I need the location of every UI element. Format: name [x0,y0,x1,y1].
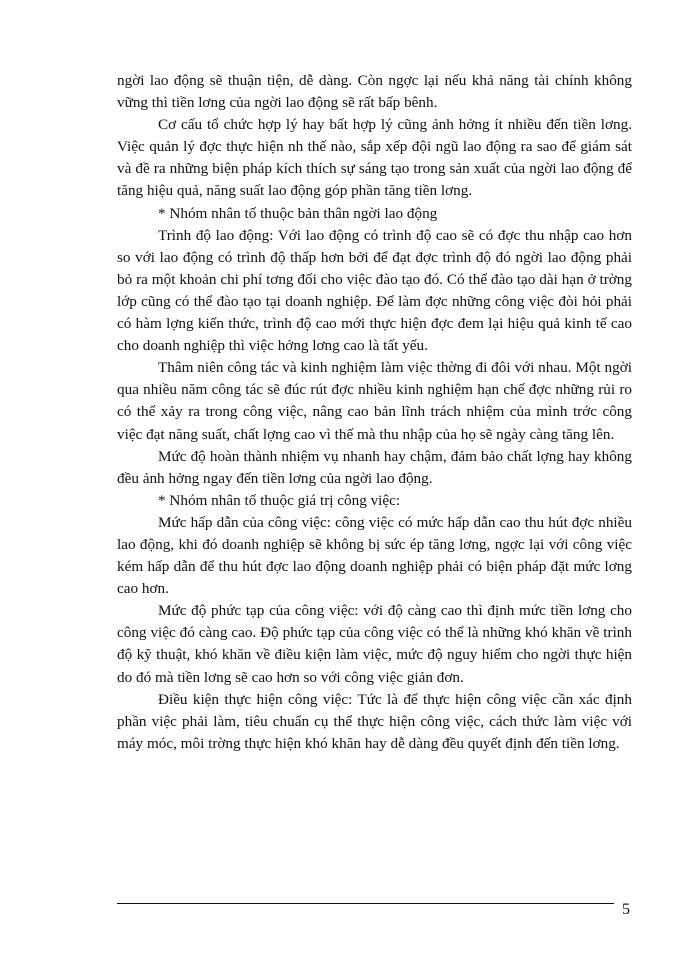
paragraph-skill-level: Trình độ lao động: Với lao động có trình độ cao sẽ có đợc thu nhập cao hơn so với lao động có trình độ thấp hơn bởi để đạt đợc trình độ đó ngời lao động phải bỏ ra một khoản chi phí tơng đối cho việc đào tạo đó. Có thể đào tạo dài hạn ở trờng lớp cũng có thể đào tạo tại doanh nghiệp. Để làm đợc những công việc đòi hỏi phải có hàm lợng kiến thức, trình độ cao mới thực hiện đợc đem lại hiệu quả kinh tế cao cho doanh nghiệp thì việc hởng lơng cao là tất yếu. [117,226,632,355]
paragraph-working-conditions: Điều kiện thực hiện công việc: Tức là để thực hiện công việc cần xác định phần việc phải làm, tiêu chuẩn cụ thể thực hiện công việc, cách thức làm việc với máy móc, môi trờng thực hiện khó khăn hay dễ dàng đều quyết định đến tiền lơng. [117,690,632,752]
body-text [117,70,632,755]
paragraph-job-complexity: Mức độ phức tạp của công việc: với độ càng cao thì định mức tiền lơng cho công việc đó càng cao. Độ phức tạp của công việc có thể là những khó khăn về trình độ kỹ thuật, khó khăn về điều kiện làm việc, mức độ nguy hiểm cho ngời thực hiện do đó mà tiền lơng sẽ cao hơn so với công việc giản đơn. [117,602,632,686]
heading-worker-factors: * Nhóm nhân tố thuộc bản thân ngời lao động [158,204,438,222]
paragraph-organizational-structure: Cơ cấu tổ chức hợp lý hay bất hợp lý cũng ảnh hởng ít nhiều đến tiền lơng. Việc quản lý đợc thực hiện nh thế nào, sắp xếp đội ngũ lao động ra sao để giám sát và đề ra những biện pháp kích thích sự sáng tạo trong sản xuất của ngời lao động để tăng hiệu quả, năng suất lao động góp phần tăng tiền lơng. [117,116,632,200]
footer-divider [117,903,614,904]
paragraph-seniority-experience: Thâm niên công tác và kinh nghiệm làm việc thờng đi đôi với nhau. Một ngời qua nhiều năm công tác sẽ đúc rút đợc nhiều kinh nghiệm hạn chế đợc những rủi ro có thể xảy ra trong công việc, nâng cao bản lĩnh trách nhiệm của mình trớc công việc đạt năng suất, chất lợng cao vì thế mà thu nhập của họ sẽ ngày càng tăng lên. [117,359,632,443]
page-number: 5 [622,901,630,918]
paragraph-task-completion: Mức độ hoàn thành nhiệm vụ nhanh hay chậm, đảm bảo chất lợng hay không đều ảnh hởng ngay đến tiền lơng của ngời lao động. [117,447,632,487]
paragraph-continuation: ngời lao động sẽ thuận tiện, dễ dàng. Còn ngợc lại nếu khả năng tài chính không vững thì tiền lơng của ngời lao động sẽ rất bấp bênh. [117,72,632,112]
paragraph-job-attractiveness: Mức hấp dẫn của công việc: công việc có mức hấp dẫn cao thu hút đợc nhiều lao động, khi đó doanh nghiệp sẽ không bị sức ép tăng lơng, ngợc lại với công việc kém hấp dẫn để thu hút đợc lao động doanh nghiệp phải có biện pháp đặt mức lơng cao hơn. [117,513,632,598]
heading-job-value-factors: * Nhóm nhân tố thuộc giá trị công việc: [158,491,401,509]
